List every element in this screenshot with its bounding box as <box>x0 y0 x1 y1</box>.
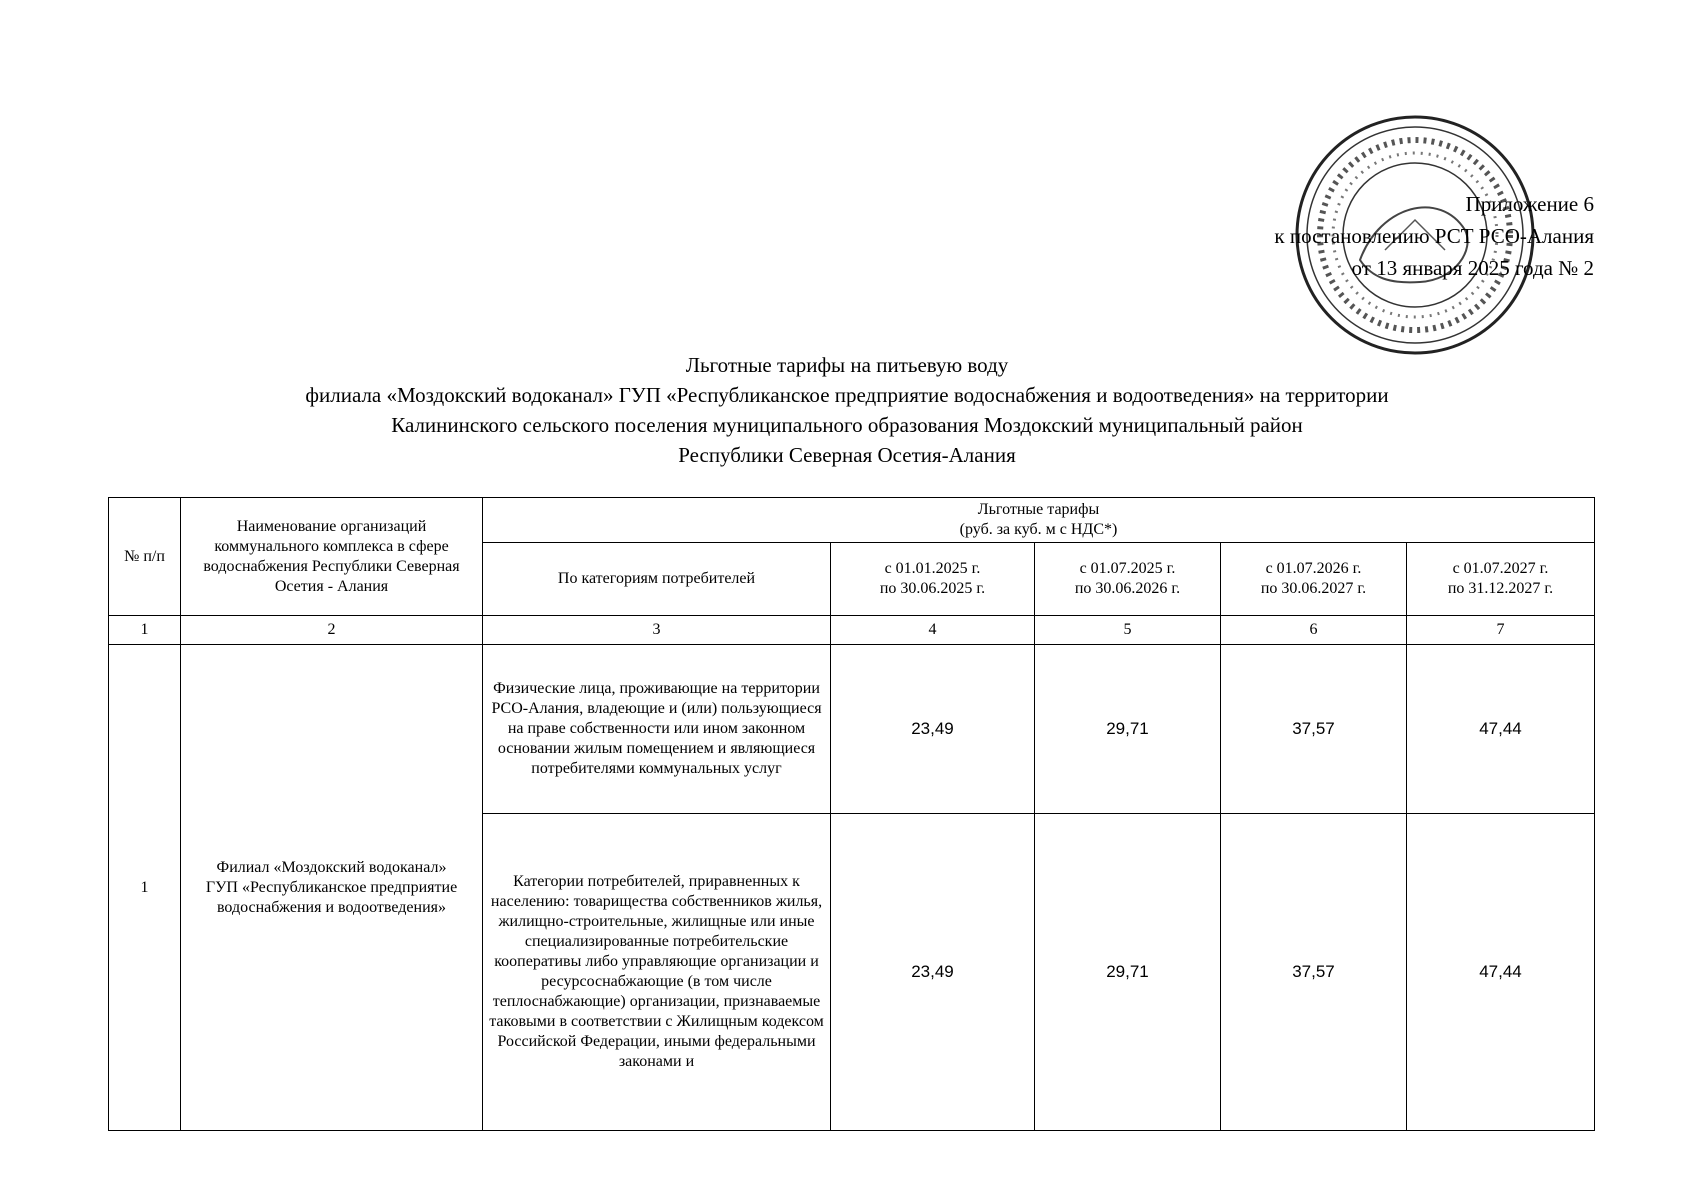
appendix-reference: к постановлению РСТ РСО-Алания <box>1274 224 1594 248</box>
period-4-to: по 31.12.2027 г. <box>1447 580 1554 597</box>
column-number: 7 <box>1407 616 1595 645</box>
title-line-4: Республики Северная Осетия-Алания <box>678 443 1016 467</box>
tariff-value: 47,44 <box>1407 814 1595 1131</box>
header-row-1 <box>109 498 1595 543</box>
tariff-value: 23,49 <box>831 814 1035 1131</box>
table-row <box>109 645 1595 814</box>
organization-name <box>181 645 483 1131</box>
appendix-date: от 13 января 2025 года № 2 <box>1351 256 1594 280</box>
organization-line-1: Филиал «Моздокский водоканал» <box>216 858 447 876</box>
column-number: 6 <box>1221 616 1407 645</box>
column-numbers-row <box>109 616 1595 645</box>
header-period-2 <box>1035 543 1221 616</box>
tariffs-table <box>108 497 1595 1131</box>
header-tariffs-title: Льготные тарифы <box>977 501 1100 518</box>
title-line-3: Калининского сельского поселения муниципального образования Моздокский муниципальный район <box>391 413 1303 437</box>
tariff-value: 37,57 <box>1221 645 1407 814</box>
tariff-value: 47,44 <box>1407 645 1595 814</box>
header-period-4 <box>1407 543 1595 616</box>
period-2-from: с 01.07.2025 г. <box>1079 560 1176 577</box>
tariff-value: 29,71 <box>1035 645 1221 814</box>
appendix-title: Приложение 6 <box>1465 192 1594 216</box>
column-number: 5 <box>1035 616 1221 645</box>
appendix-block <box>1274 188 1594 284</box>
header-category: По категориям потребителей <box>483 543 831 616</box>
period-3-to: по 30.06.2027 г. <box>1260 580 1367 597</box>
header-tariffs <box>483 498 1595 543</box>
column-number: 2 <box>181 616 483 645</box>
organization-line-2: ГУП «Республиканское предприятие водоснабжения и водоотведения» <box>205 878 458 916</box>
document-title <box>100 350 1594 470</box>
tariff-value: 29,71 <box>1035 814 1221 1131</box>
period-3-from: с 01.07.2026 г. <box>1265 560 1362 577</box>
tariff-value: 37,57 <box>1221 814 1407 1131</box>
header-period-1 <box>831 543 1035 616</box>
consumer-category: Физические лица, проживающие на территории РСО-Алания, владеющие и (или) пользующиеся на праве собственности или ином законном основании жилым помещением и являющиеся потребителями коммунальных услуг <box>483 645 831 814</box>
header-org: Наименование организаций коммунального комплекса в сфере водоснабжения Республики Северная Осетия - Алания <box>181 498 483 616</box>
period-1-from: с 01.01.2025 г. <box>884 560 981 577</box>
header-tariffs-unit: (руб. за куб. м с НДС*) <box>959 521 1118 538</box>
column-number: 4 <box>831 616 1035 645</box>
tariff-value: 23,49 <box>831 645 1035 814</box>
period-2-to: по 30.06.2026 г. <box>1074 580 1181 597</box>
header-period-3 <box>1221 543 1407 616</box>
column-number: 3 <box>483 616 831 645</box>
row-number: 1 <box>109 645 181 1131</box>
title-line-2: филиала «Моздокский водоканал» ГУП «Республиканское предприятие водоснабжения и водоотведения» на территории <box>305 383 1389 407</box>
period-1-to: по 30.06.2025 г. <box>879 580 986 597</box>
column-number: 1 <box>109 616 181 645</box>
header-num: № п/п <box>109 498 181 616</box>
title-line-1: Льготные тарифы на питьевую воду <box>685 353 1009 377</box>
consumer-category: Категории потребителей, приравненных к населению: товарищества собственников жилья, жилищно-строительные, жилищные или иные специализированные потребительские кооперативы либо управляющие организации и ресурсоснабжающие (в том числе теплоснабжающие) организации, признаваемые таковыми в соответствии с Жилищным кодексом Российской Федерации, иными федеральными законами и <box>483 814 831 1131</box>
period-4-from: с 01.07.2027 г. <box>1452 560 1549 577</box>
